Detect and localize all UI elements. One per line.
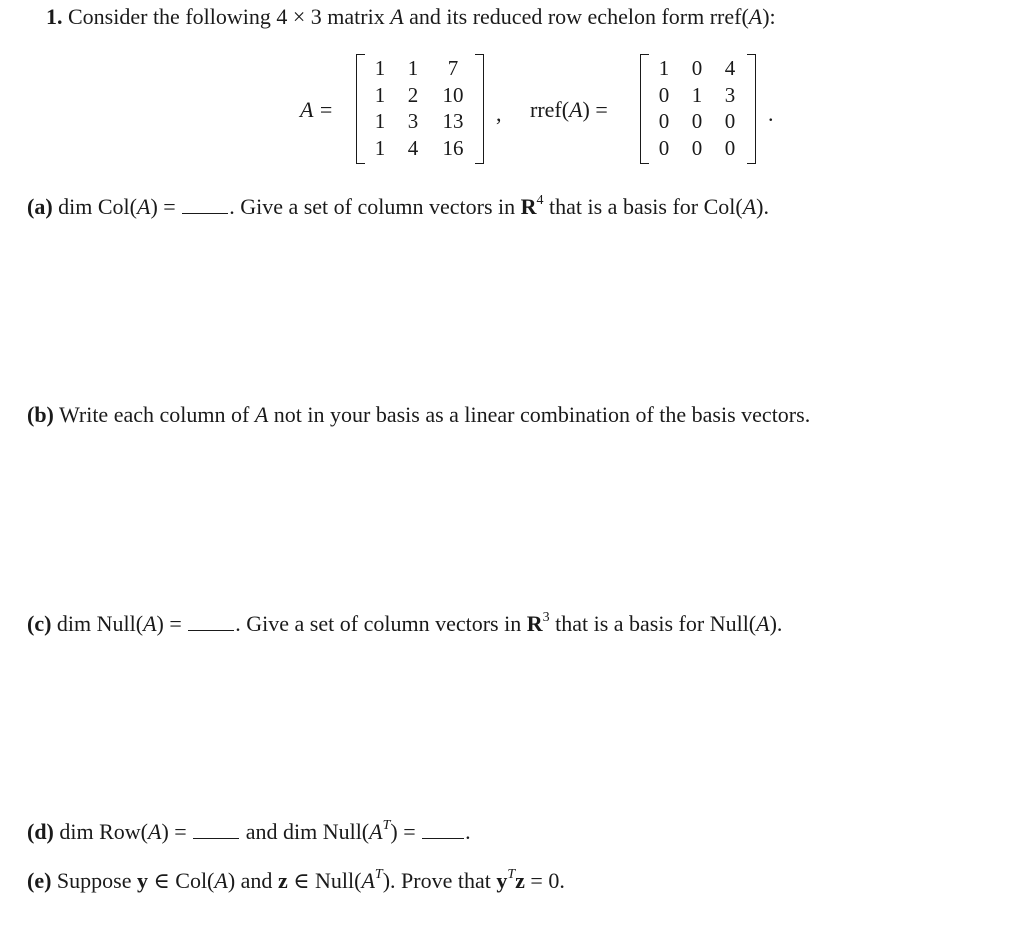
part-a-post: ) = — [150, 194, 176, 219]
matrix-rref-cell-r3-c3: 0 — [724, 109, 736, 133]
part-d-post2: ) = — [390, 819, 416, 844]
part-d-end: . — [465, 819, 471, 844]
part-d-tag: (d) — [27, 819, 54, 844]
matrix-rref-cell-r2-c2: 1 — [691, 82, 703, 107]
part-d-row-blank[interactable] — [193, 820, 239, 839]
part-e-y2: y — [496, 868, 508, 893]
part-e-z2: z — [515, 868, 525, 893]
part-b-tag: (b) — [27, 402, 54, 427]
matrix-rref-cell-r3-c2: 0 — [691, 109, 703, 133]
part-c-tail: that is a basis for Null( — [549, 611, 757, 636]
final-period: . — [768, 101, 774, 126]
matrix-a-cell-r3-c1: 1 — [374, 109, 386, 133]
part-e-y: y — [136, 868, 148, 893]
part-c-exp: 3 — [542, 609, 550, 625]
part-b — [27, 401, 810, 429]
matrix-rref-right-bracket — [747, 54, 756, 164]
part-e — [27, 867, 565, 895]
matrix-a-label: A = — [300, 97, 334, 122]
problem-number: 1. — [46, 4, 63, 29]
intro-end: ): — [762, 4, 776, 29]
part-b-var: A — [254, 402, 269, 427]
part-e-and: ) and — [227, 868, 278, 893]
matrix-rref-label: rref(A) = — [530, 97, 608, 122]
part-d-var2: A — [369, 819, 383, 844]
matrix-a-right-bracket — [475, 54, 484, 164]
part-e-z: z — [277, 868, 288, 893]
part-c-pre: dim Null( — [56, 611, 144, 636]
matrix-a-cell-r2-c2: 2 — [407, 82, 419, 107]
matrix-rref-cell-r4-c2: 0 — [691, 135, 703, 160]
matrix-a-cell-r2-c1: 1 — [374, 82, 386, 107]
part-a-var2: A — [742, 194, 757, 219]
part-a-tag: (a) — [27, 194, 53, 219]
matrix-a-cell-r1-c1: 1 — [374, 56, 386, 80]
part-c-after: . Give a set of column vectors in — [235, 611, 527, 636]
matrix-a — [356, 54, 484, 164]
part-e-exp: T — [374, 866, 383, 882]
part-e-var2: A — [361, 868, 375, 893]
part-a-answer-blank[interactable] — [182, 195, 228, 214]
part-a-after: . Give a set of column vectors in — [229, 194, 521, 219]
part-d-exp: T — [382, 817, 391, 833]
matrix-rref-cell-r3-c1: 0 — [658, 109, 670, 133]
part-c-var: A — [143, 611, 157, 636]
matrix-separator: , — [496, 101, 502, 126]
rref-label-var: A — [569, 97, 583, 122]
matrix-a-cell-r1-c3: 7 — [447, 56, 459, 80]
matrix-rref-cell-r1-c3: 4 — [724, 56, 736, 80]
part-b-post: not in your basis as a linear combination of the basis vectors. — [268, 402, 811, 427]
matrix-rref-cell-r4-c1: 0 — [658, 135, 670, 160]
part-a-var: A — [137, 194, 151, 219]
part-b-pre: Write each column of — [59, 402, 255, 427]
problem-statement — [46, 3, 776, 31]
part-d-post: ) = — [161, 819, 187, 844]
part-a-pre: dim Col( — [58, 194, 137, 219]
part-e-exp2: T — [507, 866, 516, 882]
matrix-a-cell-r3-c2: 3 — [407, 109, 419, 133]
part-e-end: = 0. — [524, 868, 565, 893]
matrix-rref-cell-r1-c1: 1 — [658, 56, 670, 80]
part-c-post: ) = — [156, 611, 182, 636]
part-a-end: ). — [756, 194, 769, 219]
part-d-null-blank[interactable] — [422, 820, 464, 839]
part-a-space: R — [520, 194, 537, 219]
matrix-rref-cell-r2-c3: 3 — [724, 82, 736, 107]
part-c-answer-blank[interactable] — [188, 612, 234, 631]
intro-var-2: A — [748, 4, 763, 29]
matrix-rref-cell-r4-c3: 0 — [724, 135, 736, 160]
intro-mid: and its reduced row echelon form rref( — [403, 4, 749, 29]
part-c-var2: A — [756, 611, 770, 636]
matrix-a-cell-r4-c2: 4 — [407, 135, 419, 160]
part-e-in1: ∈ Col( — [147, 868, 215, 893]
part-e-in2: ∈ Null( — [287, 868, 362, 893]
intro-var: A — [390, 4, 404, 29]
part-e-tag: (e) — [27, 868, 52, 893]
matrix-a-cell-r3-c3: 13 — [442, 109, 464, 133]
part-e-var: A — [214, 868, 228, 893]
part-a — [27, 193, 769, 221]
matrix-a-cell-r4-c3: 16 — [442, 135, 464, 160]
part-d-pre: dim Row( — [59, 819, 149, 844]
matrix-a-cell-r4-c1: 1 — [374, 135, 386, 160]
part-e-pre: Suppose — [56, 868, 137, 893]
part-a-tail: that is a basis for Col( — [543, 194, 743, 219]
part-c — [27, 610, 782, 638]
part-d-mid: and dim Null( — [240, 819, 370, 844]
part-c-end: ). — [769, 611, 783, 636]
matrix-a-cell-r1-c2: 1 — [407, 56, 419, 80]
part-c-space: R — [526, 611, 543, 636]
matrix-rref-cell-r1-c2: 0 — [691, 56, 703, 80]
part-a-exp: 4 — [536, 192, 544, 208]
matrix-rref-cell-r2-c1: 0 — [658, 82, 670, 107]
intro-text: Consider the following 4 × 3 matrix — [68, 4, 391, 29]
matrix-a-cell-r2-c3: 10 — [442, 82, 464, 107]
part-d-var: A — [148, 819, 162, 844]
matrix-rref — [640, 54, 756, 164]
part-e-mid: ). Prove that — [382, 868, 497, 893]
part-d — [27, 818, 471, 846]
part-c-tag: (c) — [27, 611, 52, 636]
